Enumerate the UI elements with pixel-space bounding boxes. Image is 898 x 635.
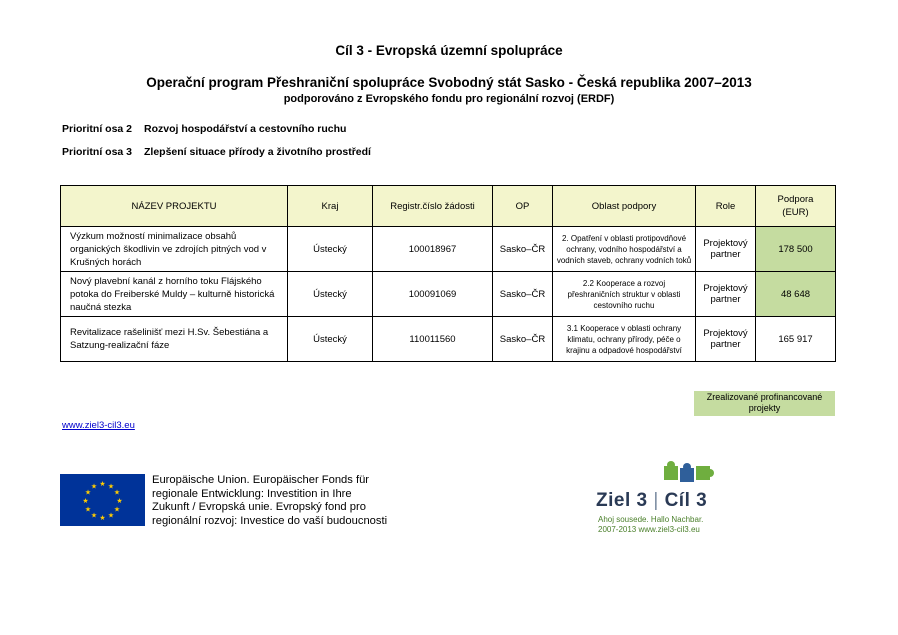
project-reg-no: 100018967 — [373, 227, 493, 272]
project-role: Projektový partner — [696, 227, 756, 272]
svg-text:★: ★ — [99, 480, 106, 488]
priority-axis-label: Prioritní osa 3 — [62, 146, 133, 158]
project-area: 3.1 Kooperace v oblasti ochrany klimatu, ochrany přírody, péče o krajinu a odpadové hospodářství — [553, 317, 696, 362]
cil-text: Cíl 3 — [664, 490, 708, 511]
table-row — [61, 272, 836, 317]
project-region: Ústecký — [288, 272, 373, 317]
projects-table — [60, 185, 836, 362]
ziel3-slogan: Ahoj sousede. Hallo Nachbar. — [598, 515, 704, 524]
svg-text:★: ★ — [113, 488, 121, 497]
project-region: Ústecký — [288, 317, 373, 362]
eu-funding-statement — [152, 474, 387, 528]
project-name: Revitalizace rašelinišť mezi H.Sv. Šebestiána a Satzung-realizační fáze — [61, 317, 288, 362]
project-op: Sasko–ČR — [493, 227, 553, 272]
table-row — [61, 317, 836, 362]
col-header-name: NÁZEV PROJEKTU — [61, 186, 288, 227]
project-name: Nový plavební kanál z horního toku Flájského potoka do Freiberské Muldy – kulturně historická naučná stezka — [61, 272, 288, 317]
svg-text:★: ★ — [99, 514, 106, 522]
col-header-reg-no: Registr.číslo žádosti — [373, 186, 493, 227]
project-area: 2.2 Kooperace a rozvoj přeshraničních struktur v oblasti cestovního ruchu — [553, 272, 696, 317]
svg-text:★: ★ — [107, 511, 115, 520]
ziel-text: Ziel 3 — [596, 490, 648, 511]
svg-text:★: ★ — [113, 505, 121, 514]
eu-text-line: regionální rozvoj: Investice do vaší budoucnosti — [152, 514, 388, 527]
project-op: Sasko–ČR — [493, 272, 553, 317]
project-name: Výzkum možností minimalizace obsahů organických škodlivin ve zdrojích pitných vod v Krušných horách — [61, 227, 288, 272]
project-region: Ústecký — [288, 227, 373, 272]
legend-funded-projects: Zrealizované profinancované projekty — [694, 391, 835, 416]
svg-text:★: ★ — [84, 488, 92, 497]
svg-text:★: ★ — [116, 497, 123, 505]
eu-stars-icon — [60, 474, 145, 526]
priority-axis-text: Zlepšení situace přírody a životního prostředí — [144, 146, 371, 158]
ziel3-url: 2007-2013 www.ziel3-cil3.eu — [598, 525, 700, 534]
program-funding-note: podporováno z Evropského fondu pro regionální rozvoj (ERDF) — [283, 93, 615, 105]
eu-flag-icon — [60, 474, 145, 526]
col-header-op: OP — [493, 186, 553, 227]
svg-text:★: ★ — [90, 482, 98, 491]
project-role: Projektový partner — [696, 272, 756, 317]
puzzle-logo-icon — [660, 460, 720, 488]
project-amount: 165 917 — [756, 317, 836, 362]
priority-axis-label: Prioritní osa 2 — [62, 123, 133, 135]
priority-axis-3 — [62, 146, 371, 158]
col-header-role: Role — [696, 186, 756, 227]
page-title: Cíl 3 - Evropská územní spolupráce — [335, 43, 563, 58]
svg-text:★: ★ — [82, 497, 89, 505]
eu-text-line: Zukunft / Evropská unie. Evropský fond pro — [152, 501, 366, 513]
project-op: Sasko–ČR — [493, 317, 553, 362]
svg-text:★: ★ — [84, 505, 92, 514]
eu-text-line: regionale Entwicklung: Investition in Ihre — [152, 487, 352, 500]
priority-axis-2 — [62, 123, 346, 135]
project-amount: 178 500 — [756, 227, 836, 272]
project-role: Projektový partner — [696, 317, 756, 362]
svg-text:★: ★ — [90, 511, 98, 520]
col-header-region: Kraj — [288, 186, 373, 227]
website-link[interactable]: www.ziel3-cil3.eu — [62, 420, 135, 431]
col-header-area: Oblast podpory — [553, 186, 696, 227]
ziel3-logo-title — [596, 490, 707, 512]
project-reg-no: 110011560 — [373, 317, 493, 362]
svg-text:★: ★ — [107, 482, 115, 491]
ziel-separator: | — [653, 490, 659, 511]
project-reg-no: 100091069 — [373, 272, 493, 317]
priority-axis-text: Rozvoj hospodářství a cestovního ruchu — [144, 123, 347, 135]
eu-text-line: Europäische Union. Europäischer Fonds für — [152, 474, 370, 486]
program-title: Operační program Přeshraniční spolupráce Svobodný stát Sasko - Česká republika 2007–2013 — [146, 75, 752, 90]
project-amount: 48 648 — [756, 272, 836, 317]
col-header-amount: Podpora (EUR) — [756, 186, 836, 227]
project-area: 2. Opatření v oblasti protipovdňové ochrany, vodního hospodářství a vodních staveb, ochrany vodních toků — [553, 227, 696, 272]
table-header-row — [61, 186, 836, 227]
table-row — [61, 227, 836, 272]
